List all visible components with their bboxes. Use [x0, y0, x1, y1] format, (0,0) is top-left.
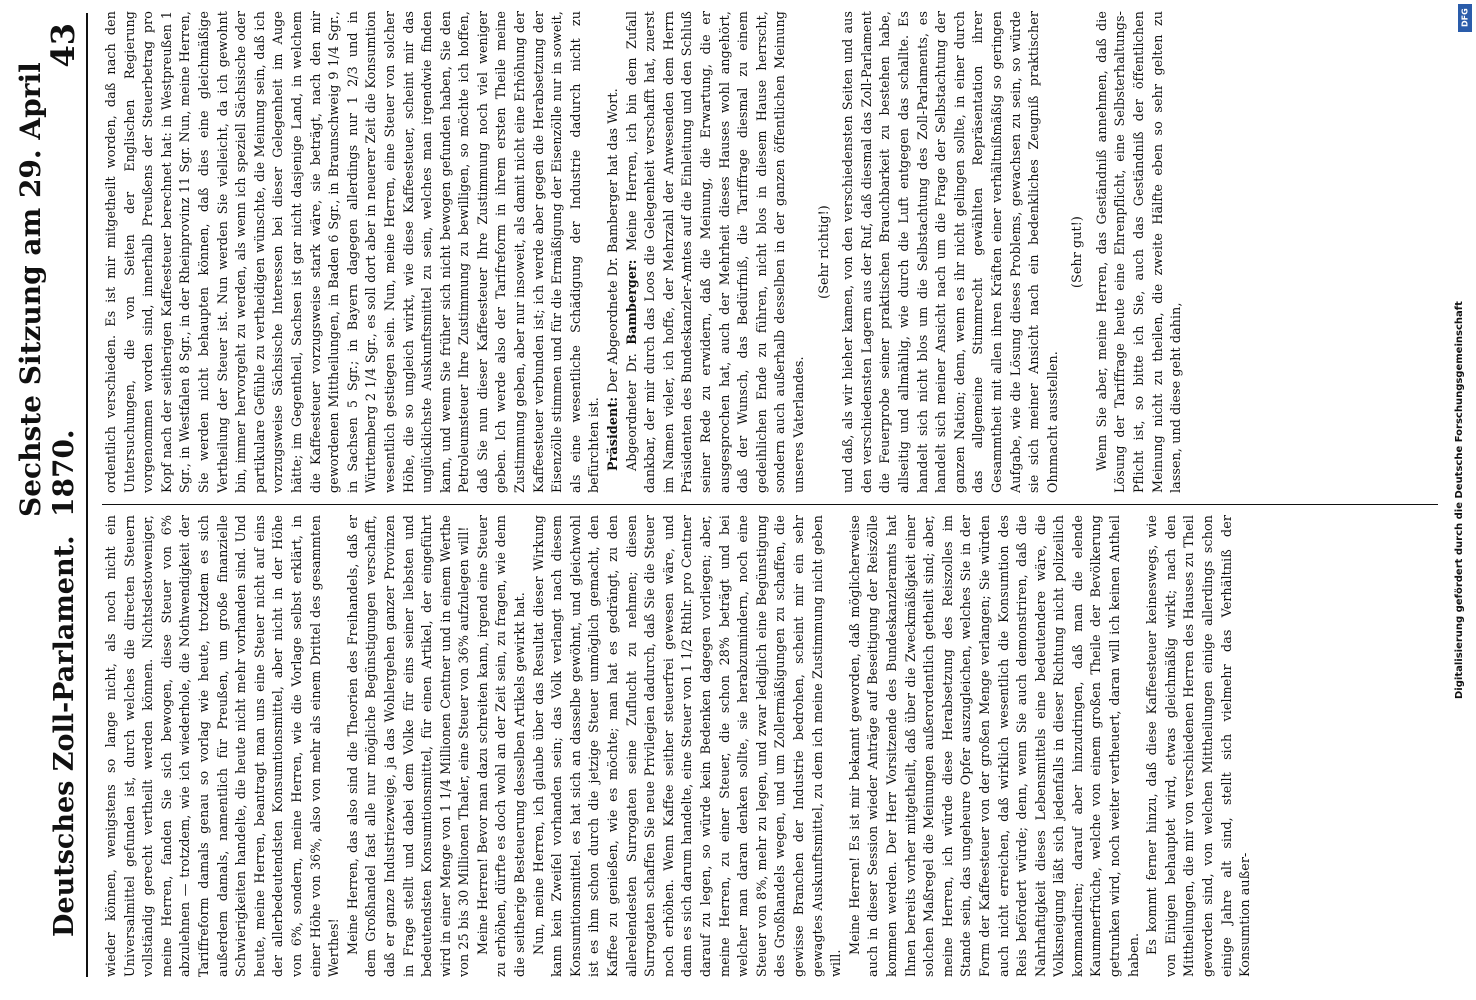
- paragraph: [1143, 515, 1255, 977]
- paragraph-text: und daß, als wir hieher kamen, von den verschiedensten Seiten und aus den verschiedensten Lagern aus der Ruf, daß diesmal das Zoll-Parlament die Feuerprobe seiner praktischen Brauchbarkeit zu bestehen habe, allseitig und allmählig, wie durch die Luft entgegen das schallte. Es handelt sich nicht blos um die Selbstachtung des Zoll-Parlaments, es handelt sich meiner Ansicht nach um die Frage der Selbstachtung der ganzen Nation; denn, wenn es ihr nicht gelingen sollte, in einer durch das allgemeine Stimmrecht gewählten Repräsentation ihrer Gesammtheit mit allen ihren Kräften einer verhältnißmäßig so geringen Aufgabe, wie die Lösung dieses Problems, gewachsen zu sein, so würde sie sich meiner Ansicht nach ein bedenkliches Zeugniß praktischer Ohnmacht ausstellen.: [840, 11, 1060, 493]
- paragraph-text: Meine Herren! Bevor man dazu schreiten kann, irgend eine Steuer zu erhöhen, dürfte es doch wohl an der Zeit sein, zu fragen, wie denn die seitherige Besteuerung desselben Artikels gewirkt hat.: [474, 515, 528, 977]
- page-header: [14, 13, 88, 977]
- column-divider: [102, 504, 1438, 505]
- paragraph: [102, 11, 604, 493]
- paragraph-text: Nun, meine Herren, ich glaube über das Resultat dieser Wirkung kann kein Zweifel vorhanden sein; das Volk verlangt nach diesem Konsumtionsmittel. es hat sich an dasselbe gewöhnt, und gleichwohl ist es ihm schon durch die jetzige Steuer unmöglich gemacht, den Kaffee zu genießen, wie es möchte; man hat es gedrängt, zu den allerelendesten Surrogaten seine Zuflucht zu nehmen; diesen Surrogaten schaffen Sie neue Privilegien dadurch, daß Sie die Steuer noch erhöhen. Wenn Kaffee seither steuerfrei gewesen wäre, und dann es sich darum handelte, eine Steuer von 1 1/2 Rthlr. pro Centner darauf zu legen, so würde kein Bedenken dagegen vorliegen; aber, meine Herren, zu einer Steuer, die schon 28% beträgt und bei welcher man daran denken sollte, sie herabzumindern, noch eine Steuer von 8%, mehr zu legen, und zwar lediglich eine Begünstigung des Großhandels wegen, und um Zollermäßigungen zu schaffen, die gewisse Branchen der Industrie bedrohen, scheint mir ein sehr gewagtes Auskunftsmittel, zu dem ich meine Zustimmung nicht geben will.: [530, 515, 844, 977]
- paragraph: [530, 515, 846, 977]
- paragraph: [1093, 11, 1186, 493]
- paragraph-text: Meine Herren, das also sind die Theorien des Freihandels, daß er dem Großhandel fast alle nur mögliche Begünstigungen verschafft, daß er ganze Industriezweige, ja das Wohlergehen ganzer Provinzen in Frage stellt und dabei dem Volke für eins seiner liebsten und bedeutendsten Konsumtionsmittel, für einen Artikel, der eingeführt wird in einer Menge von 1 1/4 Millionen Centner und in einem Werthe von 25 bis 30 Millionen Thaler, eine Steuer von 36% aufzulegen will!: [344, 515, 472, 977]
- header-left-title: Deutsches Zoll-Parlament.: [49, 535, 80, 937]
- paragraph: [815, 11, 834, 493]
- paragraph-text: Meine Herren! Es ist mir bekannt geworden, daß möglicherweise auch in dieser Session wieder Anträge auf Beseitigung der Reiszölle kommen werden. Der Herr Vorsitzende des Bundeskanzleramts hat Ihnen bereits vorher mitgetheilt, daß über die Zweckmäßigkeit einer solchen Maßregel die Meinungen außerordentlich getheilt sind; aber, meine Herren, ich würde diese Herabsetzung des Reiszolles im Stande sein, das ungeheure Opfer auszugleichen, welches Sie in der Form der Kaffeesteuer von der großen Menge verlangen; Sie würden auch nicht erreichen, daß wirklich wesentlich die Konsumtion des Reis befördert würde; denn, wenn Sie auch demonstriren, daß die Nahrhaftigkeit dieses Lebensmittels eine bedeutendere wäre, die Volksneigung läßt sich jedenfalls in dieser Richtung nicht polizeilich kommandiren; darauf aber hinzudringen, daß man die elende Kaummerfrüche, welche von einem großen Theile der Bevölkerung getrunken wird, noch weiter vertheuert, daran will ich keinen Antheil haben.: [846, 515, 1141, 977]
- paragraph: [846, 515, 1144, 977]
- paragraph: [839, 11, 1062, 493]
- paragraph: [344, 515, 474, 977]
- paragraph-text: (Sehr richtig!): [815, 205, 831, 299]
- digitization-notice: Digitalisierung gefördert durch die Deutsche Forschungsgemeinschaft: [1454, 301, 1465, 699]
- header-session-title: Sechste Sitzung am 29. April 1870.: [14, 62, 80, 517]
- left-text-column: [102, 515, 1440, 977]
- dfg-logo-icon: DFG: [1458, 4, 1472, 32]
- scanned-page: [14, 5, 1448, 995]
- paragraph: [1068, 11, 1087, 493]
- paragraph: [604, 11, 623, 493]
- paragraph: [474, 515, 530, 977]
- speaker-name: Bamberger:: [623, 259, 639, 345]
- paragraph-text: wieder können, wenigstens so lange nicht, als noch nicht ein Universalmittel gefunden ist, durch welches die directen Steuern vollständig gerecht vertheilt werden können. Nichtsdestoweniger, meine Herren, fanden Sie sich bewogen, diese Steuer von 6% abzulehnen — trotzdem, wie ich wiederhole, die Nothwendigkeit der Tariffreform damals genau so vorlag wie heute, trotzdem es sich außerdem damals, namentlich für Preußen, um große finanzielle Schwierigkeiten handelte, die heute nicht mehr vorhanden sind. Und heute, meine Herren, beantragt man uns eine Steuer nicht auf eins der allerbedeutendsten Konsumtionsmittel, aber nicht in der Höhe von 6%, sondern, meine Herren, wie die Vorlage selbst erklärt, in einer Höhe von 36%, also von mehr als einem Drittel des gesammten Werthes!: [103, 515, 342, 977]
- speaker-prefix: Abgeordneter Dr.: [623, 344, 639, 471]
- paragraph: [623, 11, 809, 493]
- paragraph-text: Meine Herren, ich bin dem Zufall dankbar, der mir durch das Loos die Gelegenheit verschafft hat, zuerst im Namen vieler, ich hoffe, der Mehrzahl der Anwesenden dem Herrn Präsidenten des Bundeskanzler-Amtes auf die Einleitung und den Schluß seiner Rede zu erwidern, daß die Meinung, die Erwartung, die er ausgesprochen hat, auch der Mehrheit dieses Hauses wohl angehört, daß der Wunsch, das Bedürfniß, die Tariffrage diesmal zu einem gedeihlichen Ende zu führen, nicht blos in diesem Hause herrscht, sondern auch außerhalb desselben in der ganzen öffentlichen Meinung unseres Vaterlandes.: [623, 11, 806, 493]
- right-text-column: [102, 11, 1440, 493]
- paragraph-text: ordentlich verschieden. Es ist mir mitgetheilt worden, daß nach den Untersuchungen, die von Seiten der Englischen Regierung vorgenommen worden sind, innerhalb Preußens der Steuerbetrag pro Kopf nach der seitherigen Kaffeesteuer berechnet hat: in Westpreußen 1 Sgr., in Westfalen 8 Sgr., in der Rheinprovinz 11 Sgr. Nun, meine Herren, Sie werden nicht behaupten können, daß dies eine gleichmäßige Vertheilung der Steuer ist. Nun werden Sie vielleicht, da ich gewohnt bin, immer hervorgeht zu werden, als wenn ich speziell Sächsische oder partikulare Gefühle zu vertheidigen wünschte, die Meinung sein, daß ich vorzugsweise Sächsische Interessen bei dieser Gelegenheit im Auge hätte; im Gegentheil, Sachsen ist gar nicht dasjenige Land, in welchem die Kaffeesteuer vorzugsweise stark wäre, sie beträgt, nach den mir gewordenen Mittheilungen, in Baden 6 Sgr., in Braunschweig 9 1/4 Sgr., in Sachsen 5 Sgr.; in Bayern dagegen allerdings nur 1 2/3 und in Württemberg 2 1/4 Sgr., es soll dort aber in neuerer Zeit die Konsumtion wesentlich gestiegen sein. Nun, meine Herren, eine Steuer von solcher Höhe, die so ungleich wirkt, wie diese Kaffeesteuer, scheint mir das unglücklichste Auskunftsmittel zu sein, welches man irgendwie finden kann, und wenn Sie früher sich nicht bewogen gefunden haben, Sie den Petroleumsteuer Ihre Zustimmung zu bewilligen, so möchte ich hoffen, daß Sie nun dieser Kaffeesteuer Ihre Zustimmung noch viel weniger geben. Ich werde also der Tarifreform in ihrem ersten Theile meine Zustimmung geben, aber nur insoweit, als damit nicht eine Erhöhung der Kaffeesteuer verbunden ist; ich werde aber gegen die Herabsetzung der Eisenzölle stimmen und für die Ermäßigung der Eisenzölle nur in soweit, als eine wesentliche Schädigung der Industrie dadurch nicht zu befürchten ist.: [103, 11, 602, 493]
- paragraph-text: Wenn Sie aber, meine Herren, das Geständniß annehmen, daß die Lösung der Tariffrage heute eine Ehrenpflicht, eine Selbsterhaltungs-Pflicht ist, so bitte ich Sie, auch das Geständniß der öffentlichen Meinung nicht zu theilen, die zweite Hälfte eben so sehr gelten zu lassen, und diese geht dahin,: [1093, 11, 1184, 493]
- paragraph: [102, 515, 344, 977]
- page-number: 43: [44, 23, 82, 68]
- paragraph-text: Der Abgeordnete Dr. Bamberger hat das Wort.: [605, 88, 621, 393]
- paragraph-text: (Sehr gut!): [1069, 216, 1085, 288]
- speaker-name: Präsident:: [605, 396, 621, 471]
- paragraph-text: Es kommt ferner hinzu, daß diese Kaffeesteuer keineswegs, wie von Einigen behauptet wird, etwas gleichmäßig wirkt; nach den Mittheilungen, die mir von verschiedenen Herren des Hauses zu Theil geworden sind, von welchen Mittheilungen einige allerdings schon einige Jahre alt sind, stellt sich vielmehr das Verhältniß der Konsumtion außer-: [1144, 515, 1253, 977]
